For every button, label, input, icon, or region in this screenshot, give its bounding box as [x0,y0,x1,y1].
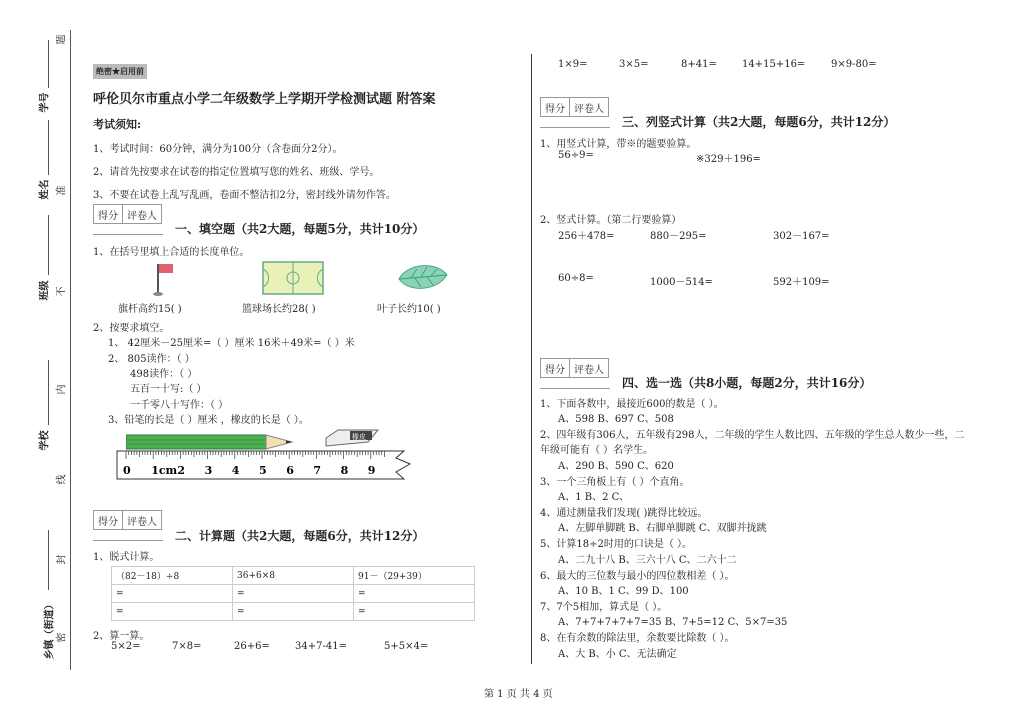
reviewer-label: 评卷人 [127,211,157,222]
instruction-item: 1、考试时间：60分钟，满分为100分（含卷面分2分）。 [93,144,343,155]
vertical-calc-item: 1000－514= [650,277,713,288]
fill-line: 498读作：（ ） [130,369,198,380]
score-box [540,358,609,378]
section4-title: 四、选一选（共8小题，每题2分，共计16分） [622,376,872,390]
section3-q2: 2、竖式计算。（第二行要验算） [540,215,682,226]
section1-title: 一、填空题（共2大题，每题5分，共计10分） [175,222,425,236]
vertical-calc-item: 256＋478= [558,231,615,242]
arith-item: 8+41= [681,59,717,70]
picture-caption: 叶子长约10( ) [377,304,441,315]
ruler-label: 5 [259,464,267,477]
score-label: 得分 [541,359,570,377]
score-box [540,97,609,117]
binding-line [70,30,71,670]
score-box [93,510,162,530]
section2-title: 二、计算题（共2大题，每题6分，共计12分） [175,529,425,543]
ruler-label: 0 [123,464,131,477]
table-cell: = [112,585,233,603]
table-cell: = [112,603,233,621]
answer-options: A、大 B、小 C、无法确定 [558,649,677,660]
seal-char: 封 [56,554,68,565]
arith-item: 9×9-80= [831,59,877,70]
table-cell: = [233,585,354,603]
question-text: 7、7个5相加，算式是（ ）。 [540,602,668,613]
arith-item: 5+5×4= [384,641,429,652]
question-text: 3、一个三角板上有（ ）个直角。 [540,477,690,488]
eraser-icon [322,428,380,450]
section2-q1: 1、脱式计算。 [93,552,160,563]
score-underline [93,234,163,235]
question-text: 5、计算18÷2时用的口诀是（ ）。 [540,539,693,550]
ruler-label: 7 [313,464,322,477]
name-blank [48,120,49,175]
section1-q1: 1、在括号里填上合适的长度单位。 [93,247,250,258]
answer-options: A、10 B、1 C、99 D、100 [558,586,689,597]
pencil-icon [126,432,296,452]
question-text: 8、在有余数的除法里，余数要比除数（ ）。 [540,633,735,644]
ruler-label: 9 [367,464,376,477]
eraser-label: 橡皮 [352,433,366,441]
page-number: 第 1 页 共 4 页 [484,689,553,700]
leaf-icon [395,261,451,293]
seal-char: 题 [56,34,68,45]
answer-options: A、左脚单脚跳 B、右脚单脚跳 C、双脚并拢跳 [558,523,767,534]
question-text: 年级可能有（ ）名学生。 [540,445,654,456]
ruler-label: 1cm [151,464,178,477]
class-label: 班级 [39,280,51,301]
question-text: 1、下面各数中，最接近600的数是（ ）。 [540,399,724,410]
table-row [112,603,475,621]
table-cell: （82－18）÷8 [112,567,233,585]
class-blank [48,215,49,275]
table-row [112,567,475,585]
instruction-item: 2、请首先按要求在试卷的指定位置填写您的姓名、班级、学号。 [93,167,380,178]
fill-line: 1、 42厘米－25厘米=（ ）厘米 16米＋49米=（ ）米 [108,338,355,349]
seal-char: 准 [56,185,68,196]
name-label: 姓名 [39,179,51,200]
vertical-calc-item: ※329＋196= [696,154,761,165]
table-cell: = [354,603,475,621]
question-text: 4、通过测量我们发现( )跳得比较远。 [540,508,708,519]
reviewer-label: 评卷人 [574,365,604,376]
student-id-blank [48,40,49,88]
school-blank [48,360,49,425]
table-row [112,585,475,603]
township-blank [48,530,49,590]
score-label: 得分 [541,98,570,116]
ruler-label: 4 [231,464,240,477]
answer-options: A、598 B、697 C、508 [558,414,674,425]
arith-item: 5×2= [111,641,141,652]
arith-item: 14+15+16= [742,59,806,70]
instructions-heading: 考试须知: [93,118,142,131]
score-underline [93,540,163,541]
reviewer-label: 评卷人 [574,104,604,115]
ruler-label: 2 [177,464,186,477]
ruler [116,450,412,480]
column-divider [531,54,532,664]
table-cell: = [233,603,354,621]
page-title: 呼伦贝尔市重点小学二年级数学上学期开学检测试题 附答案 [93,92,436,107]
vertical-calc-item: 56÷9= [558,150,594,161]
flag-icon [150,260,180,296]
score-box [93,204,162,224]
ruler-label: 8 [340,464,349,477]
ruler-label: 3 [204,464,213,477]
school-label: 学校 [39,430,51,451]
question-text: 2、四年级有306人，五年级有298人，二年级的学生人数比四、五年级的学生总人数少一些，二 [540,430,965,441]
arith-item: 7×8= [172,641,202,652]
answer-options: A、1 B、2 C、 [558,492,630,503]
section1-q2: 2、按要求填空。 [93,323,170,334]
section3-q1: 1、用竖式计算，带※的题要验算。 [540,139,697,150]
seal-char: 线 [56,474,68,485]
score-label: 得分 [94,511,123,529]
score-underline [540,388,610,389]
student-id-label: 学号 [39,92,51,113]
score-underline [540,127,610,128]
fill-line: 一千零八十写作：（ ） [130,400,229,411]
section2-q2: 2、算一算。 [93,631,150,642]
calc-table [111,566,475,621]
score-label: 得分 [94,205,123,223]
basketball-court-icon [262,261,324,295]
answer-options: A、二九十八 B、三六十八 C、二六十二 [558,555,737,566]
reviewer-label: 评卷人 [127,517,157,528]
answer-options: A、290 B、590 C、620 [558,461,674,472]
picture-caption: 旗杆高约15( ) [118,304,182,315]
instruction-item: 3、不要在试卷上乱写乱画，卷面不整洁扣2分，密封线外请勿作答。 [93,190,396,201]
arith-item: 26+6= [234,641,270,652]
table-cell: = [354,585,475,603]
township-label: 乡镇（街道） [44,599,56,660]
confidential-badge: 绝密★启用前 [93,64,147,79]
picture-caption: 篮球场长约28( ) [242,304,316,315]
arith-item: 1×9= [558,59,588,70]
arith-item: 3×5= [619,59,649,70]
ruler-label: 6 [286,464,294,477]
fill-line: 2、 805读作：（ ） [108,354,195,365]
table-cell: 36+6×8 [233,567,354,585]
vertical-calc-item: 302－167= [773,231,830,242]
question-text: 6、最大的三位数与最小的四位数相差（ ）。 [540,571,735,582]
vertical-calc-item: 880－295= [650,231,707,242]
seal-char: 内 [56,384,68,395]
fill-line: 3、铅笔的长是（ ）厘米 ，橡皮的长是（ ）。 [108,415,309,426]
fill-line: 五百一十写:（ ） [130,384,207,395]
seal-char: 不 [56,286,68,297]
answer-options: A、7+7+7+7+7=35 B、7+5=12 C、5×7=35 [558,617,788,628]
section3-title: 三、列竖式计算（共2大题，每题6分，共计12分） [622,115,896,129]
seal-char: 密 [56,632,68,643]
vertical-calc-item: 60÷8= [558,273,594,284]
arith-item: 34+7-41= [295,641,347,652]
table-cell: 91－（29+39） [354,567,475,585]
vertical-calc-item: 592＋109= [773,277,830,288]
